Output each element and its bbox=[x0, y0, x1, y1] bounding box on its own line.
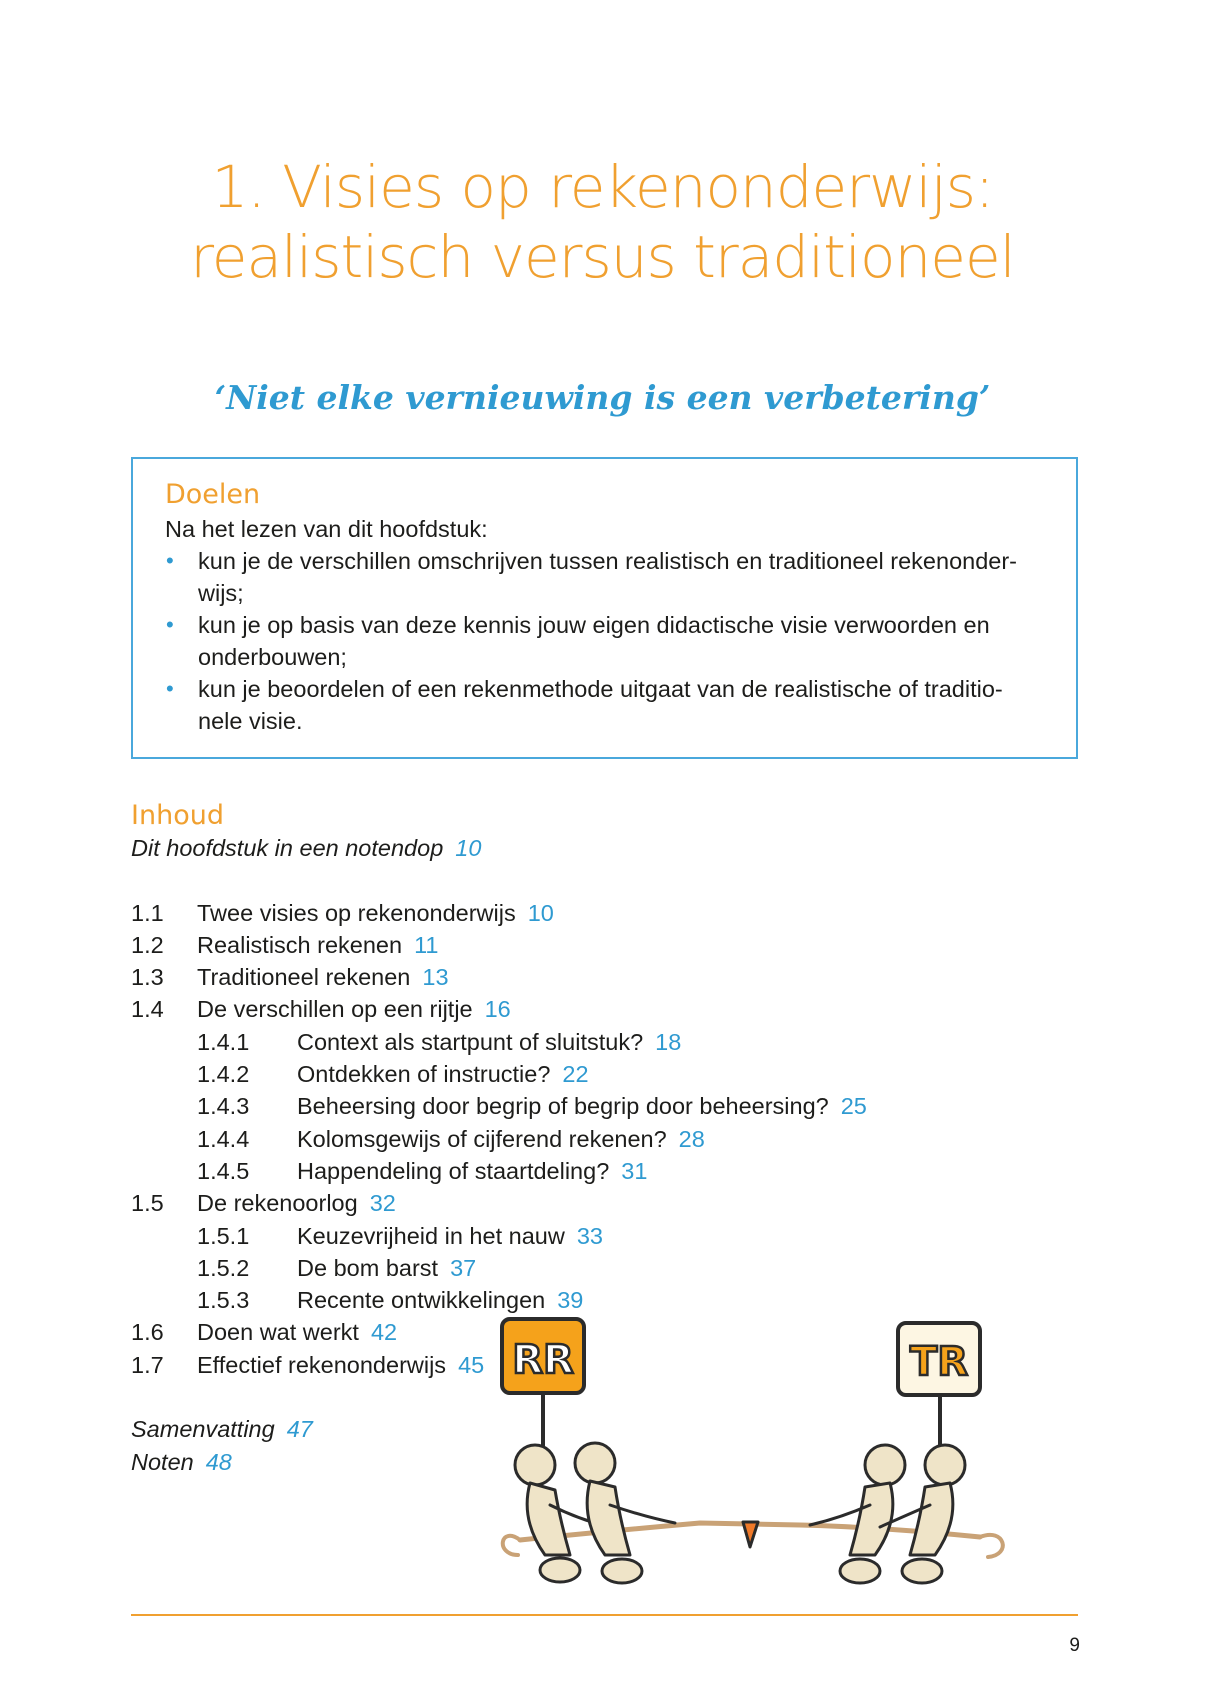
tug-of-war-illustration bbox=[500, 1315, 1060, 1605]
goal-item bbox=[165, 673, 1045, 737]
toc-subentry[interactable] bbox=[131, 1058, 1031, 1090]
toc-entry-label: De verschillen op een rijtje bbox=[197, 996, 473, 1023]
toc-page-number: 16 bbox=[484, 996, 511, 1023]
toc-section-number: 1.4 bbox=[131, 996, 164, 1023]
chapter-title-line1: 1. Visies op rekenonderwijs: bbox=[211, 153, 994, 221]
toc-page-number: 18 bbox=[655, 1028, 682, 1055]
toc-entry-label: Keuzevrijheid in het nauw bbox=[297, 1222, 565, 1249]
toc-page-number: 32 bbox=[369, 1190, 396, 1217]
toc-entry[interactable] bbox=[131, 929, 1031, 961]
goals-list bbox=[165, 545, 1045, 737]
goal-item-line: kun je beoordelen of een rekenmethode uitgaat van de realistische of traditio- bbox=[198, 676, 1003, 702]
chapter-title-line2: realistisch versus traditioneel bbox=[190, 223, 1015, 291]
chapter-title bbox=[0, 152, 1205, 292]
footer-rule bbox=[131, 1614, 1078, 1616]
toc-subentry[interactable] bbox=[131, 1123, 1031, 1155]
toc-section-number: 1.4.5 bbox=[197, 1157, 250, 1184]
toc-entry[interactable] bbox=[131, 961, 1031, 993]
toc-page-number: 10 bbox=[455, 835, 482, 861]
toc-subentry[interactable] bbox=[131, 1155, 1031, 1187]
toc-section-number: 1.5.3 bbox=[197, 1287, 250, 1314]
bullet-icon: • bbox=[166, 676, 174, 701]
toc-page-number: 13 bbox=[422, 964, 449, 991]
toc-entry-label: Context als startpunt of sluitstuk? bbox=[297, 1028, 644, 1055]
toc-entry-label: Realistisch rekenen bbox=[197, 931, 403, 958]
toc-page-number: 45 bbox=[458, 1351, 485, 1378]
toc-section-number: 1.4.2 bbox=[197, 1061, 250, 1088]
toc-page-number: 25 bbox=[840, 1093, 867, 1120]
toc-entry-label: Samenvatting bbox=[131, 1416, 275, 1443]
toc-subentry[interactable] bbox=[131, 1284, 1031, 1316]
toc-entry-label: Effectief rekenonderwijs bbox=[197, 1351, 447, 1378]
toc-entry[interactable] bbox=[131, 993, 1031, 1025]
goals-intro: Na het lezen van dit hoofdstuk: bbox=[165, 516, 488, 542]
rr-sign-label: RR bbox=[512, 1337, 574, 1383]
toc-section-number: 1.4.4 bbox=[197, 1125, 250, 1152]
toc-entry-label: Noten bbox=[131, 1448, 194, 1475]
toc-section-number: 1.2 bbox=[131, 931, 164, 958]
toc-entry-label: Dit hoofdstuk in een notendop bbox=[131, 835, 444, 861]
toc-page-number: 28 bbox=[678, 1125, 705, 1152]
toc-section-number: 1.1 bbox=[131, 899, 164, 926]
toc-entry[interactable] bbox=[131, 1187, 1031, 1219]
goals-box bbox=[131, 457, 1078, 759]
page-number: 9 bbox=[1069, 1635, 1080, 1656]
toc-entry-label: Beheersing door begrip of begrip door beheersing? bbox=[297, 1093, 829, 1120]
figure-left-2 bbox=[575, 1443, 675, 1583]
goal-item bbox=[165, 609, 1045, 673]
tr-sign-label: TR bbox=[909, 1339, 969, 1385]
figure-right-1 bbox=[810, 1445, 905, 1583]
toc-page-number: 10 bbox=[527, 899, 554, 926]
chapter-motto: ‘Niet elke vernieuwing is een verbetering’ bbox=[214, 378, 991, 417]
toc-subentry[interactable] bbox=[131, 1090, 1031, 1122]
toc-entry-label: Doen wat werkt bbox=[197, 1319, 359, 1346]
toc-entry-label: Traditioneel rekenen bbox=[197, 964, 411, 991]
toc-entry-label: De rekenoorlog bbox=[197, 1190, 358, 1217]
toc-section-number: 1.6 bbox=[131, 1319, 164, 1346]
toc-section-number: 1.7 bbox=[131, 1351, 164, 1378]
toc-entry-label: Twee visies op rekenonderwijs bbox=[197, 899, 516, 926]
toc-page-number: 33 bbox=[576, 1222, 603, 1249]
toc-subentry[interactable] bbox=[131, 1026, 1031, 1058]
rope-marker bbox=[743, 1522, 758, 1547]
toc-entry[interactable] bbox=[131, 897, 1031, 929]
toc-entry-intro[interactable] bbox=[131, 832, 1031, 864]
toc-entry-label: Ontdekken of instructie? bbox=[297, 1061, 551, 1088]
goal-item-line: kun je op basis van deze kennis jouw eigen didactische visie verwoorden en bbox=[198, 612, 990, 638]
toc-subentry[interactable] bbox=[131, 1220, 1031, 1252]
goal-item-line: nele visie. bbox=[198, 708, 303, 734]
goals-heading: Doelen bbox=[165, 479, 261, 510]
toc-page-number: 42 bbox=[370, 1319, 398, 1346]
toc-section-number: 1.5.2 bbox=[197, 1254, 250, 1281]
toc-entry-label: Happendeling of staartdeling? bbox=[297, 1157, 610, 1184]
toc-page-number: 31 bbox=[621, 1157, 648, 1184]
toc-entry-label: Recente ontwikkelingen bbox=[297, 1287, 546, 1314]
toc-page-number: 39 bbox=[557, 1287, 584, 1314]
bullet-icon: • bbox=[166, 548, 174, 573]
goal-item-line: onderbouwen; bbox=[198, 644, 347, 670]
toc-section-number: 1.3 bbox=[131, 964, 164, 991]
goal-item-line: kun je de verschillen omschrijven tussen realistisch en traditioneel rekenonder- bbox=[198, 548, 1018, 574]
toc-section-number: 1.4.3 bbox=[197, 1093, 250, 1120]
toc-section-number: 1.4.1 bbox=[197, 1028, 250, 1055]
toc-heading: Inhoud bbox=[131, 800, 224, 831]
toc-page-number: 47 bbox=[286, 1416, 313, 1443]
toc-entry-label: De bom barst bbox=[297, 1254, 439, 1281]
toc-page-number: 37 bbox=[450, 1254, 477, 1281]
toc-section-number: 1.5.1 bbox=[197, 1222, 250, 1249]
toc-page-number: 11 bbox=[414, 931, 439, 958]
bullet-icon: • bbox=[166, 612, 174, 637]
toc-entry-label: Kolomsgewijs of cijferend rekenen? bbox=[297, 1125, 667, 1152]
toc-page-number: 48 bbox=[205, 1448, 232, 1475]
toc-section-number: 1.5 bbox=[131, 1190, 164, 1217]
goal-item-line: wijs; bbox=[198, 580, 244, 606]
toc-subentry[interactable] bbox=[131, 1252, 1031, 1284]
toc-page-number: 22 bbox=[562, 1061, 589, 1088]
goal-item bbox=[165, 545, 1045, 609]
